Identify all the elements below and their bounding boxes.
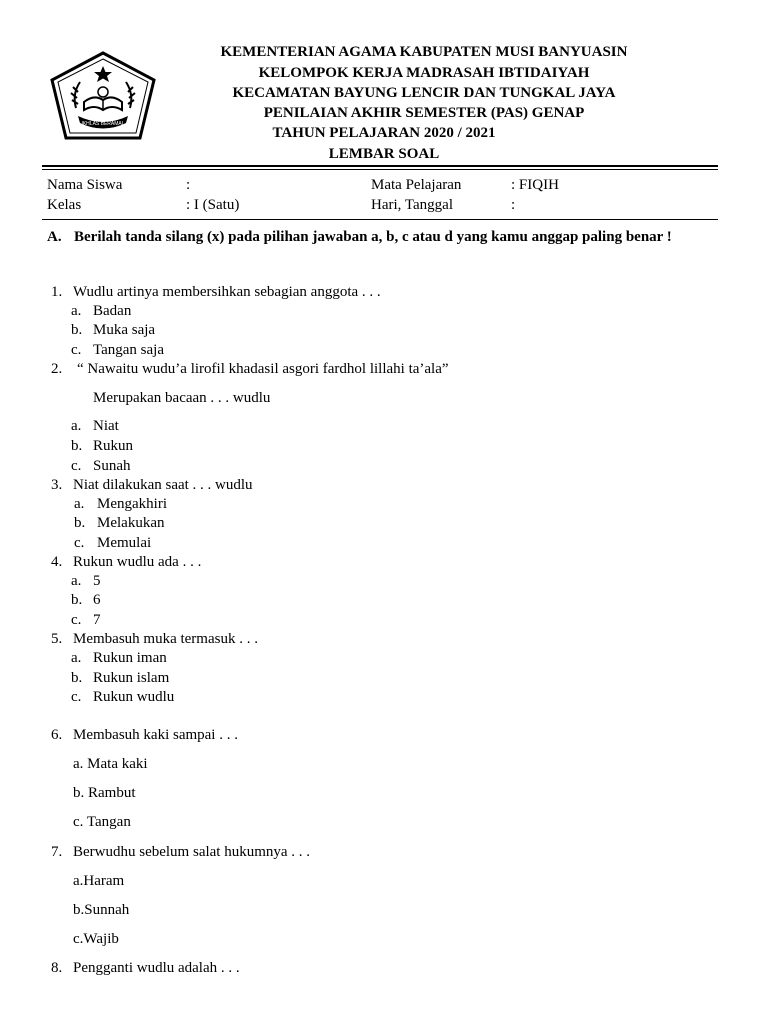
option-text: 6 xyxy=(93,592,101,608)
option-text: b. Rambut xyxy=(73,785,136,801)
option-text: Tangan saja xyxy=(93,342,165,358)
question-text: Pengganti wudlu adalah . . . xyxy=(73,960,240,976)
option-letter: c. xyxy=(71,612,82,628)
option-text: Niat xyxy=(93,418,119,434)
option-letter: b. xyxy=(71,592,83,608)
question-number: 6. xyxy=(51,727,63,743)
option-text: b.Sunnah xyxy=(73,902,130,918)
option-text: Rukun xyxy=(93,438,134,454)
option-letter: a. xyxy=(71,418,82,434)
header-line-5: TAHUN PELAJARAN 2020 / 2021 xyxy=(272,125,496,141)
option-letter: b. xyxy=(71,438,83,454)
option-letter: a. xyxy=(71,650,82,666)
question-text: “ Nawaitu wudu’a lirofil khadasil asgori fardhol lillahi ta’ala” xyxy=(77,361,449,377)
option-letter: b. xyxy=(71,670,83,686)
header-line-4: PENILAIAN AKHIR SEMESTER (PAS) GENAP xyxy=(263,105,585,121)
question-subtext: Merupakan bacaan . . . wudlu xyxy=(93,390,271,406)
section-letter: A. xyxy=(47,229,62,245)
header-rule-thick xyxy=(42,165,718,167)
option-text: Rukun islam xyxy=(93,670,170,686)
info-rule xyxy=(42,219,718,220)
question-text: Niat dilakukan saat . . . wudlu xyxy=(73,477,253,493)
question-text: Membasuh muka termasuk . . . xyxy=(73,631,258,647)
option-text: Mengakhiri xyxy=(97,496,167,512)
hari-tanggal-value: : xyxy=(511,197,516,213)
logo-motto: IKHLAS BERAMAL xyxy=(81,121,125,127)
header-line-1: KEMENTERIAN AGAMA KABUPATEN MUSI BANYUASIN xyxy=(220,44,628,60)
header-rule-thin xyxy=(42,169,718,170)
nama-siswa-value: : xyxy=(186,177,191,193)
hari-tanggal-label: Hari, Tanggal xyxy=(371,197,453,213)
question-text: Rukun wudlu ada . . . xyxy=(73,554,202,570)
header-line-3: KECAMATAN BAYUNG LENCIR DAN TUNGKAL JAYA xyxy=(232,85,616,101)
option-text: Rukun wudlu xyxy=(93,689,175,705)
option-text: c.Wajib xyxy=(73,931,119,947)
option-text: Melakukan xyxy=(97,515,165,531)
nama-siswa-label: Nama Siswa xyxy=(47,177,123,193)
kelas-value: : I (Satu) xyxy=(186,197,240,213)
option-letter: b. xyxy=(74,515,86,531)
question-number: 4. xyxy=(51,554,63,570)
option-letter: b. xyxy=(71,322,83,338)
kelas-label: Kelas xyxy=(47,197,82,213)
header-line-2: KELOMPOK KERJA MADRASAH IBTIDAIYAH xyxy=(258,65,590,81)
option-text: Rukun iman xyxy=(93,650,167,666)
option-text: Muka saja xyxy=(93,322,156,338)
option-text: 5 xyxy=(93,573,101,589)
option-text: 7 xyxy=(93,612,101,628)
option-letter: a. xyxy=(71,303,82,319)
question-number: 1. xyxy=(51,284,63,300)
section-instruction: Berilah tanda silang (x) pada pilihan jawaban a, b, c atau d yang kamu anggap paling benar ! xyxy=(74,229,672,245)
option-letter: c. xyxy=(71,342,82,358)
question-number: 8. xyxy=(51,960,63,976)
option-text: c. Tangan xyxy=(73,814,131,830)
option-text: Badan xyxy=(93,303,132,319)
question-text: Membasuh kaki sampai . . . xyxy=(73,727,238,743)
option-letter: a. xyxy=(71,573,82,589)
option-letter: a. xyxy=(74,496,85,512)
option-text: Memulai xyxy=(97,535,152,551)
question-text: Wudlu artinya membersihkan sebagian anggota . . . xyxy=(73,284,381,300)
option-letter: c. xyxy=(71,689,82,705)
question-number: 2. xyxy=(51,361,63,377)
mata-pelajaran-label: Mata Pelajaran xyxy=(371,177,462,193)
question-number: 7. xyxy=(51,844,63,860)
question-number: 5. xyxy=(51,631,63,647)
page-title: LEMBAR SOAL xyxy=(328,146,440,162)
mata-pelajaran-value: : FIQIH xyxy=(511,177,559,193)
option-text: Sunah xyxy=(93,458,131,474)
question-text: Berwudhu sebelum salat hukumnya . . . xyxy=(73,844,311,860)
option-letter: c. xyxy=(74,535,85,551)
option-text: a. Mata kaki xyxy=(73,756,148,772)
option-text: a.Haram xyxy=(73,873,125,889)
question-number: 3. xyxy=(51,477,63,493)
option-letter: c. xyxy=(71,458,82,474)
